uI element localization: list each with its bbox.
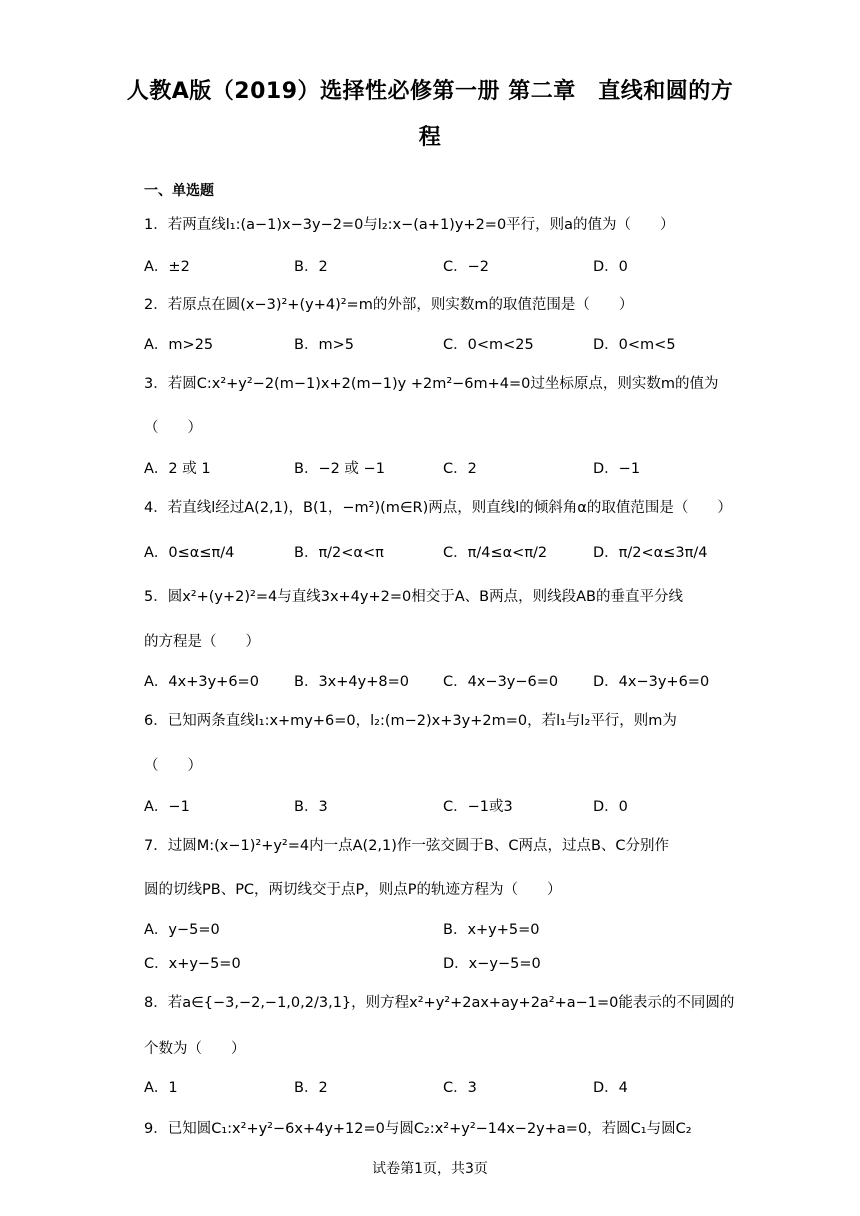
question-2-stem: 2．若原点在圆(x−3)²+(y+4)²=m的外部，则实数m的取值范围是（ ） <box>144 297 634 313</box>
option-b: B．3 <box>294 799 328 815</box>
question-3-options <box>144 457 724 481</box>
option-d: D．4 <box>593 1080 628 1096</box>
option-c: C．2 <box>443 461 477 477</box>
option-a: A．1 <box>144 1080 178 1096</box>
question-8-options <box>144 1076 724 1100</box>
page-footer: 试卷第1页，共3页 <box>372 1161 488 1177</box>
option-d: D．x−y−5=0 <box>443 956 541 972</box>
question-6-stem-line2: （ ） <box>144 758 202 774</box>
question-7-options-row2 <box>144 952 724 976</box>
question-9-stem: 9．已知圆C₁:x²+y²−6x+4y+12=0与圆C₂:x²+y²−14x−2y+a=0，若圆C₁与圆C₂ <box>144 1121 692 1137</box>
option-a: A．m>25 <box>144 337 214 353</box>
question-2-options <box>144 333 724 357</box>
option-b: B．2 <box>294 259 328 275</box>
section-heading: 一、单选题 <box>144 183 214 199</box>
option-c: C．0<m<25 <box>443 337 534 353</box>
question-4-options <box>144 541 724 565</box>
page-title-line1: 人教A版（2019）选择性必修第一册 第二章 直线和圆的方 <box>126 79 734 104</box>
option-d: D．π/2<α≤3π/4 <box>593 545 708 561</box>
option-b: B．−2 或 −1 <box>294 461 385 477</box>
question-5-stem-line1: 5．圆x²+(y+2)²=4与直线3x+4y+2=0相交于A、B两点，则线段AB的垂直平分线 <box>144 589 683 605</box>
option-b: B．2 <box>294 1080 328 1096</box>
option-d: D．−1 <box>593 461 641 477</box>
question-7-options-row1 <box>144 918 724 942</box>
option-b: B．3x+4y+8=0 <box>294 674 409 690</box>
question-5-stem-line2: 的方程是（ ） <box>144 634 260 650</box>
question-5-options <box>144 670 724 694</box>
option-a: A．y−5=0 <box>144 922 220 938</box>
option-a: A．4x+3y+6=0 <box>144 674 259 690</box>
question-3-stem-line2: （ ） <box>144 420 202 436</box>
option-a: A．2 或 1 <box>144 461 211 477</box>
question-6-stem-line1: 6．已知两条直线l₁:x+my+6=0，l₂:(m−2)x+3y+2m=0，若l₁与l₂平行，则m为 <box>144 713 677 729</box>
option-c: C．−2 <box>443 259 489 275</box>
option-d: D．0 <box>593 799 628 815</box>
question-7-stem-line2: 圆的切线PB、PC，两切线交于点P，则点P的轨迹方程为（ ） <box>144 882 562 898</box>
option-c: C．π/4≤α<π/2 <box>443 545 548 561</box>
option-b: B．x+y+5=0 <box>443 922 540 938</box>
question-1-options <box>144 255 724 279</box>
question-3-stem-line1: 3．若圆C:x²+y²−2(m−1)x+2(m−1)y +2m²−6m+4=0过坐标原点，则实数m的值为 <box>144 376 719 392</box>
question-7-stem-line1: 7．过圆M:(x−1)²+y²=4内一点A(2,1)作一弦交圆于B、C两点，过点B、C分别作 <box>144 838 670 854</box>
option-b: B．m>5 <box>294 337 354 353</box>
option-b: B．π/2<α<π <box>294 545 384 561</box>
option-c: C．4x−3y−6=0 <box>443 674 559 690</box>
option-d: D．0 <box>593 259 628 275</box>
page-title-line2: 程 <box>418 125 442 150</box>
question-8-stem-line2: 个数为（ ） <box>144 1041 246 1057</box>
option-a: A．±2 <box>144 259 190 275</box>
question-8-stem-line1: 8．若a∈{−3,−2,−1,0,2/3,1}，则方程x²+y²+2ax+ay+2a²+a−1=0能表示的不同圆的 <box>144 995 735 1011</box>
question-4-stem: 4．若直线l经过A(2,1)，B(1，−m²)(m∈R)两点，则直线l的倾斜角α的取值范围是（ ） <box>144 500 732 516</box>
question-1-stem: 1．若两直线l₁:(a−1)x−3y−2=0与l₂:x−(a+1)y+2=0平行，则a的值为（ ） <box>144 217 675 233</box>
option-c: C．x+y−5=0 <box>144 956 241 972</box>
option-a: A．0≤α≤π/4 <box>144 545 235 561</box>
option-a: A．−1 <box>144 799 190 815</box>
option-d: D．4x−3y+6=0 <box>593 674 710 690</box>
question-6-options <box>144 795 724 819</box>
option-c: C．−1或3 <box>443 799 513 815</box>
option-c: C．3 <box>443 1080 477 1096</box>
option-d: D．0<m<5 <box>593 337 676 353</box>
